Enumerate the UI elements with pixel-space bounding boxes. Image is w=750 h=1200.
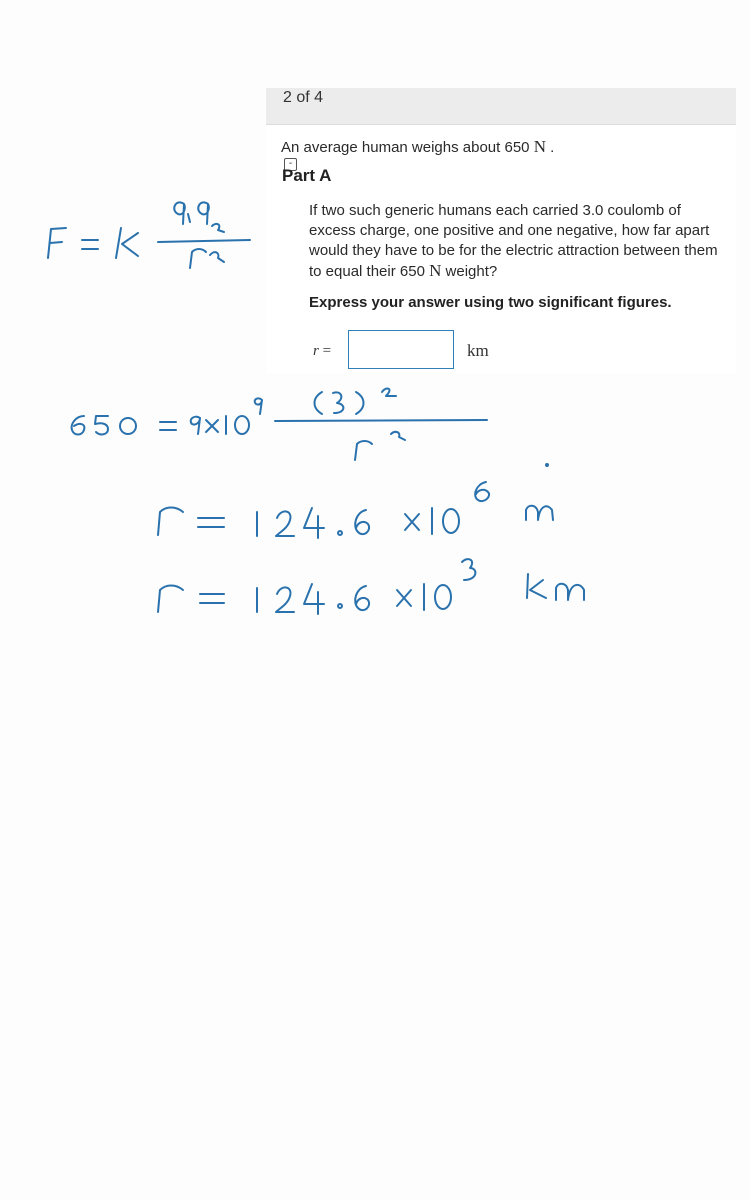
question-body: If two such generic humans each carried 3.0 coulomb of excess charge, one positive and one negative, how far apart would they have to be for the electric attraction between them to equal their 650 — [309, 202, 718, 280]
answer-variable: r — [313, 343, 319, 359]
part-title: Part A — [282, 166, 332, 185]
answer-unit: km — [467, 341, 489, 360]
question-suffix: weight? — [441, 263, 498, 280]
intro-unit: N — [533, 137, 546, 156]
answer-equals: = — [318, 343, 332, 359]
question-unit: N — [429, 261, 442, 280]
problem-intro — [281, 137, 554, 157]
question-text — [309, 201, 719, 282]
intro-suffix: . — [545, 139, 555, 156]
intro-text: An average human weighs about 650 — [281, 139, 534, 156]
problem-panel — [266, 88, 736, 373]
answer-label — [313, 343, 331, 360]
answer-input[interactable] — [348, 330, 454, 369]
handwritten-coulomb-law — [48, 202, 250, 268]
handwritten-result-kilometers — [158, 559, 584, 614]
answer-instruction: Express your answer using two significant figures. — [309, 294, 672, 311]
problem-header — [266, 88, 736, 125]
handwritten-equation — [72, 389, 487, 460]
problem-counter: 2 of 4 — [283, 89, 324, 106]
handwritten-result-meters — [158, 482, 553, 538]
collapse-icon: - — [288, 158, 293, 169]
